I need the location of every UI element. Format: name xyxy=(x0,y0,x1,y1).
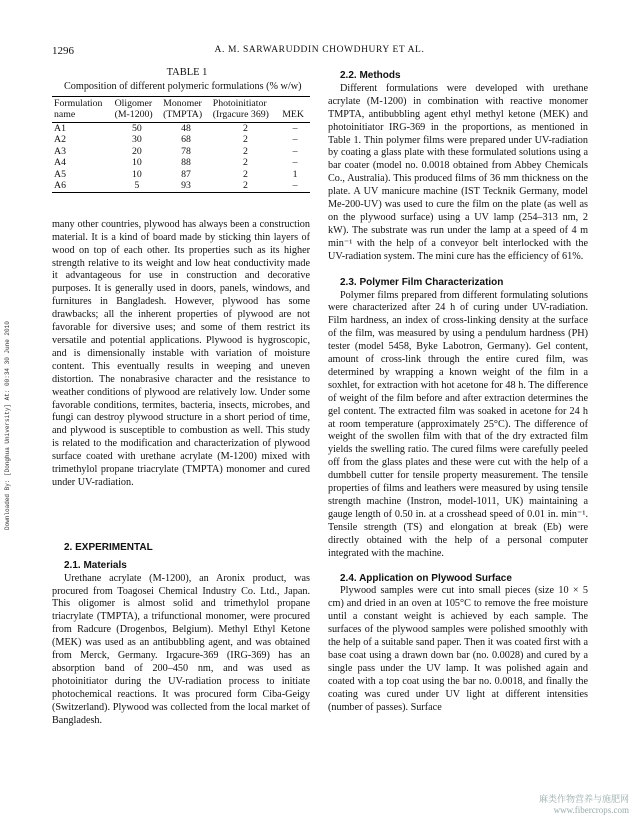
watermark-line-1: 麻类作物营养与施肥网 xyxy=(538,794,629,804)
download-stamp: Downloaded By: [Donghua University] At: 00:34 30 June 2010 xyxy=(4,321,11,530)
characterization-paragraph: Polymer films prepared from different formulating solutions were characterized after 24 h of curing under UV-radiation. Film hardness, an index of cross-linking density at the surface of the film, was measured by using a pendulum hardness (PH) tester (model 5458, Byke Labotron, Germany). Gel content, amount of cross-link through the entire cured film, was determined by wrapping a known weight of the film in a soxhlet, for extraction with hot acetone for 48 h. The difference of weight of the film before and after extraction determines the gel content. The extracted film was soaked in acetone for 24 h at room temperature (approximately 25°C). The difference of weight of the swollen film with that of the dry extracted film yields the swelling ratio. The cured films were carefully peeled off from the glass plates and these were cut with the help of a dumbbell cutter for tensile property measurement. The tensile properties of films and leathers were measured by using tensile strength machine (Instron, model-1011, UK) maintaining a gauge length of 0.50 in. at a crosshead speed of 0.01 in. min⁻¹. Tensile strength (TS) and elongation at break (Eb) were directly obtained with the help of a personal computer integrated with the machine. xyxy=(328,289,588,559)
section-heading-characterization: 2.3. Polymer Film Characterization xyxy=(340,276,504,288)
materials-paragraph: Urethane acrylate (M-1200), an Aronix product, was procured from Toagosei Chemical Industry Co. Ltd., Japan. This oligomer is almost solid and trimethylol propane triacrylate (TMPTA), a trifunctional monomer, were procured from Radcure (Drogenbos, Belgium). Methyl Ethyl Ketone (MEK) was used as an antibubbling agent, and was obtained from Merck, Germany. Irgacure-369 (IRG-369) has an absorption band of 200–450 nm, and was used as photoinitiator during the UV-radiation process to initiate photochemical reactions. It was procured form Ciba-Geigy (Switzerland). Plywood was collected from the local market of Bangladesh. xyxy=(52,572,310,726)
download-sidebar xyxy=(4,300,14,530)
table-row: A1 50 48 2 – xyxy=(54,122,298,134)
page-number: 1296 xyxy=(52,45,74,57)
application-paragraph: Plywood samples were cut into small pieces (size 10 × 5 cm) and dried in an oven at 105°C to remove the free moisture until a constant weight is achieved by each sample. The surfaces of the plywood samples were polished smoothly with the help of a suitable sand paper. Then it was coated first with a base coat using a drawn down bar (no. 0.0028) and cured by a single pass under the UV lamp. It was polished again and coated with a top coat using the bar no. 0.0018, and finally the coating was cured under UV light at different intensities (number of passes). Surface xyxy=(328,585,588,713)
section-heading-experimental: 2. EXPERIMENTAL xyxy=(64,541,153,553)
table-row: A6 5 93 2 – xyxy=(52,180,310,192)
table-caption: Composition of different polymeric formulations (% w/w) xyxy=(64,80,302,92)
running-head: A. M. SARWARUDDIN CHOWDHURY ET AL. xyxy=(214,45,425,55)
col-header-oligomer: Oligomer (M-1200) xyxy=(114,97,153,121)
table-title: TABLE 1 xyxy=(166,67,208,78)
col-header-photoinitiator: Photoinitiator (Irgacure 369) xyxy=(212,97,269,121)
methods-paragraph: Different formulations were developed with urethane acrylate (M-1200) in combination with reactive monomer TMPTA, antibubbling agent ethyl methyl ketone (MEK) and photoinitiator IRG-369 in the proportions, as mentioned in Table 1. Thin polymer films were prepared under UV-radiation by coating a glass plate with these formulated solutions using a bar coater (model no. 0.0018 obtained from Abbey Chemicals Co., Australia). This produced films of 36 mm thickness on the plate. A UV manicure machine (IST Tecknik Germany, model Me-200-UV) was used to cure the film on the plate (as well as on the plywood surface) using a UV lamp (254–313 nm, 2 kW). The substrate was run under the lamp at a speed of 4 m min⁻¹ with the help of a conveyor belt interlocked with the UV-radiation system. The mini cure has the efficiency of 61%. xyxy=(328,82,588,262)
col-header-monomer: Monomer (TMPTA) xyxy=(163,97,203,121)
table-row: A2 30 68 2 – xyxy=(54,134,298,146)
watermark xyxy=(539,794,629,816)
right-column xyxy=(328,70,588,715)
composition-table xyxy=(52,96,310,193)
left-column xyxy=(52,67,310,728)
table-1 xyxy=(52,67,310,193)
section-heading-application: 2.4. Application on Plywood Surface xyxy=(340,572,512,584)
col-header-mek: MEK xyxy=(282,109,304,121)
intro-paragraph: many other countries, plywood has always been a construction material. It is a kind of board made by sticking thin layers of wood on top of each other. Its properties such as its higher strength relative to its weight and low heat conductivity made it advantageous for use in construction and decorative purposes. It is generally used in doors, panels, windows, and furnitures in Bangladesh. However, plywood has some drawbacks; all the inherent properties of plywood are not favorable for diversive uses; and some of them restrict its versatile and potential applications. Plywood is hygroscopic, and is dimensionally instable with variation of moisture content. This eventually results in weeping and uneven distortion. The nonabrasive character and the resistance to weather conditions of plywood are relatively low. Under some favorable conditions, termites, bacteria, insects, microbes, and fungi can destroy plywood structure in a short period of time, and plywood is susceptible to combustion as well. This study is related to the modification and characterization of plywood surface coated with urethane acrylate (M-1200) mixed with trimethylol propane triacrylate (TMPTA) monomer and cured under UV-radiation. xyxy=(52,218,310,488)
table-row: A5 10 87 2 1 xyxy=(54,168,298,180)
section-heading-materials: 2.1. Materials xyxy=(64,559,127,571)
section-heading-methods: 2.2. Methods xyxy=(340,70,401,81)
watermark-line-2: www.fibercrops.com xyxy=(553,805,629,815)
col-header-formulation: Formulation name xyxy=(54,97,103,121)
table-header-row xyxy=(52,96,310,122)
table-row: A4 10 88 2 – xyxy=(54,157,298,169)
table-row: A3 20 78 2 – xyxy=(54,145,298,157)
page-header xyxy=(52,45,587,59)
